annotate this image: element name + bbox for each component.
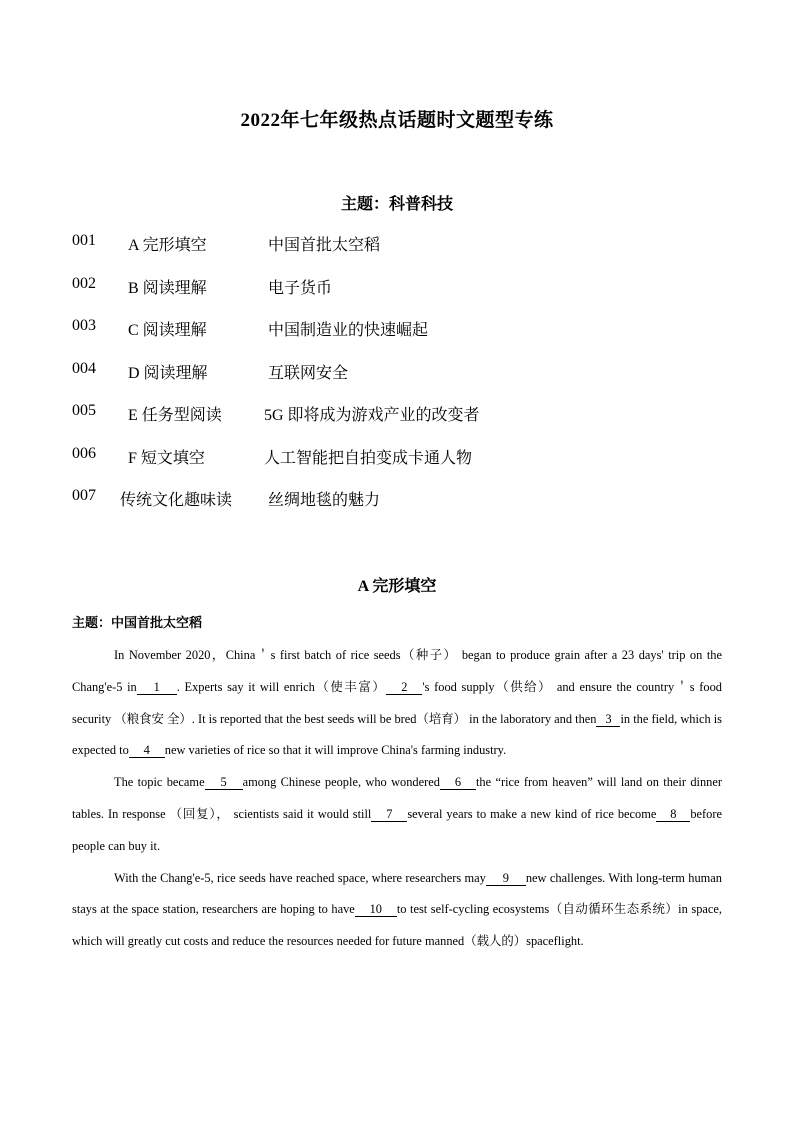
section-heading: A 完形填空: [357, 578, 437, 595]
answer-blank[interactable]: 6: [440, 775, 476, 790]
passage-text: new varieties of rice so that it will improve China's farming industry.: [164, 743, 507, 758]
answer-blank[interactable]: 3: [596, 712, 620, 727]
passage-text: before people can buy it.: [72, 806, 722, 853]
toc-topic: 中国首批太空稻: [268, 237, 381, 254]
passage-text: 's food supply（供给） and ensure the country＇s food security （粮食安 全）. It is reported that the best seeds will be bred（培育） in the laboratory and then: [72, 679, 723, 726]
theme-heading: 主题：科普科技: [340, 196, 453, 213]
passage-text: . Experts say it will enrich（使丰富）: [176, 679, 387, 694]
answer-blank[interactable]: 1: [137, 680, 177, 695]
table-of-contents: [72, 232, 732, 530]
toc-topic: 电子货币: [268, 279, 333, 297]
toc-number: 006: [72, 444, 96, 462]
toc-topic: 中国制造业的快速崛起: [268, 322, 429, 339]
passage-paragraph: [72, 767, 722, 862]
toc-section: E 任务型阅读: [128, 407, 222, 424]
answer-blank[interactable]: 5: [205, 775, 243, 790]
cloze-passage: [72, 640, 722, 958]
toc-row: [72, 317, 732, 360]
passage-text: the “rice from heaven” will land on their dinner tables. In response （回复）， scientists said it would still: [72, 775, 722, 821]
toc-section: D 阅读理解: [128, 364, 208, 382]
subtheme-heading: 主题：中国首批太空稻: [72, 615, 203, 630]
toc-row: [72, 487, 732, 530]
toc-topic: 互联网安全: [268, 364, 349, 382]
toc-number: 004: [72, 359, 96, 377]
toc-number: 003: [72, 317, 96, 334]
passage-text: to test self-cycling ecosystems（自动循环生态系统）in space, which will greatly cut costs and reduce the resources needed for future manned（载人的）spaceflight.: [72, 902, 722, 949]
answer-blank[interactable]: 8: [656, 807, 690, 822]
toc-topic: 5G 即将成为游戏产业的改变者: [264, 407, 480, 424]
passage-text: With the Chang'e-5, rice seeds have reached space, where researchers may: [114, 870, 486, 885]
toc-section: F 短文填空: [128, 449, 205, 467]
toc-section: B 阅读理解: [128, 279, 207, 297]
passage-text: new challenges. With long-term human stays at the space station, researchers are hoping to have: [72, 870, 723, 917]
passage-text: among Chinese people, who wondered: [242, 775, 440, 790]
toc-number: 002: [72, 274, 96, 292]
toc-section: A 完形填空: [128, 237, 207, 254]
toc-section: 传统文化趣味读: [120, 492, 233, 509]
answer-blank[interactable]: 4: [129, 743, 165, 758]
toc-topic: 人工智能把自拍变成卡通人物: [264, 449, 473, 467]
passage-paragraph: [72, 863, 722, 958]
passage-paragraph: [72, 640, 722, 767]
passage-text: several years to make a new kind of rice become: [407, 806, 657, 821]
answer-blank[interactable]: 7: [371, 807, 407, 822]
toc-topic: 丝绸地毯的魅力: [268, 492, 381, 509]
toc-row: [72, 275, 732, 318]
toc-number: 007: [72, 487, 96, 504]
passage-text: The topic became: [114, 775, 205, 790]
toc-number: 005: [72, 402, 96, 419]
answer-blank[interactable]: 9: [486, 871, 526, 886]
passage-text: in the field, which is expected to: [72, 711, 723, 758]
toc-number: 001: [72, 232, 96, 249]
toc-row: [72, 402, 732, 445]
toc-row: [72, 232, 732, 275]
toc-section: C 阅读理解: [128, 322, 207, 339]
document-title: 2022年七年级热点话题时文题型专练: [240, 110, 554, 131]
toc-row: [72, 445, 732, 488]
toc-row: [72, 360, 732, 403]
answer-blank[interactable]: 10: [355, 902, 397, 917]
answer-blank[interactable]: 2: [386, 680, 422, 695]
passage-text: In November 2020，China＇s first batch of rice seeds（种子） began to produce grain after a 23 days' trip on the Chang'e-5 in: [72, 648, 722, 694]
